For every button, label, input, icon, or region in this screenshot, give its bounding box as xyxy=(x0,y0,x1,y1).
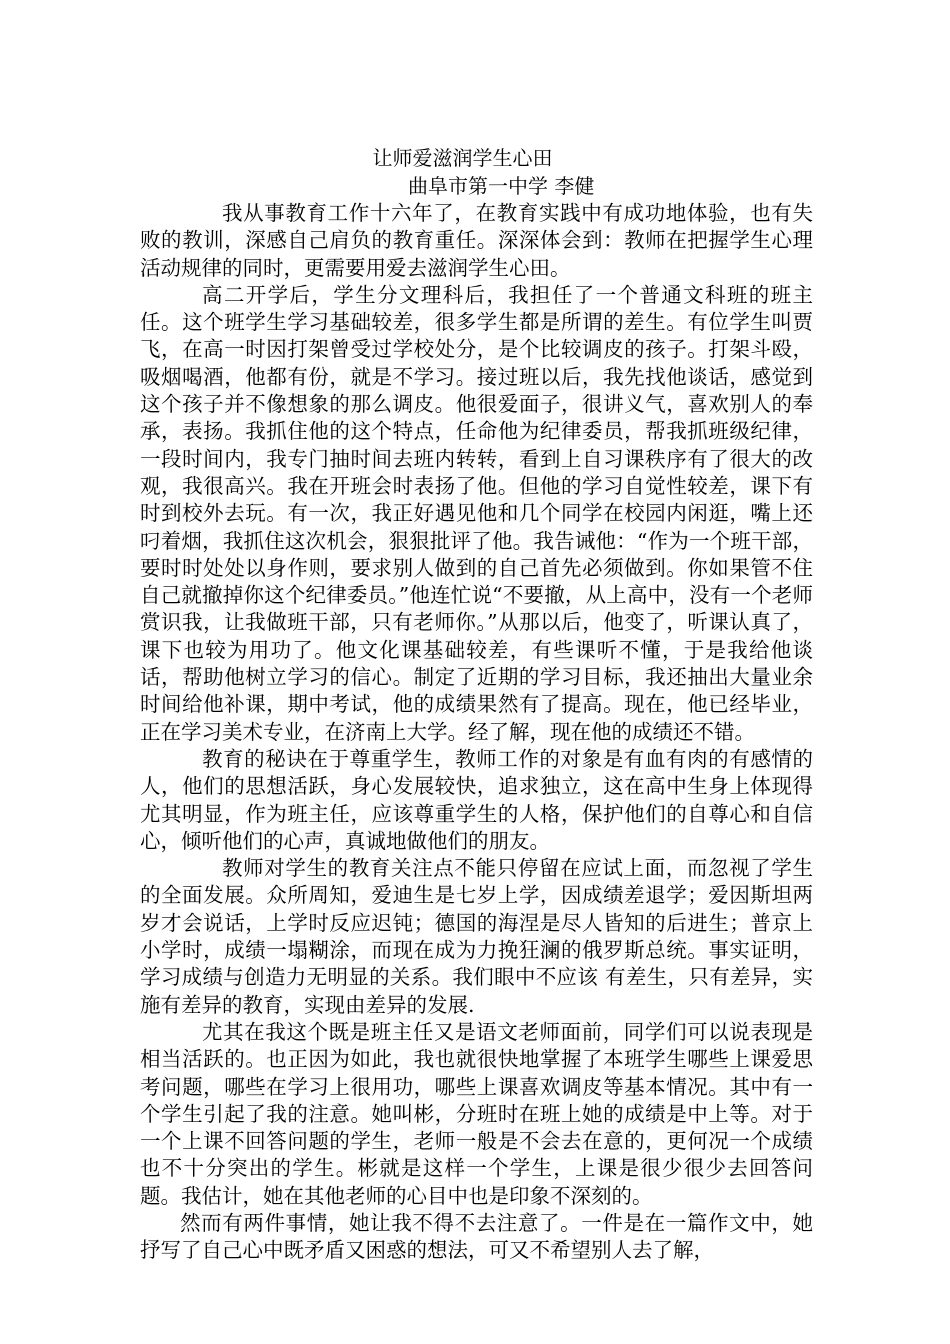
author-line: 曲阜市第一中学 李健 xyxy=(408,174,595,198)
paragraph-5: 尤其在我这个既是班主任又是语文老师面前，同学们可以说表现是相当活跃的。也正因为如此，我也就很快地掌握了本班学生哪些上课爱思考问题，哪些在学习上很用功，哪些上课喜欢调皮等基本情况。其中有一个学生引起了我的注意。她叫彬，分班时在班上她的成绩是中上等。对于一个上课不回答问题的学生，老师一般是不会去在意的，更何况一个成绩也不十分突出的学生。彬就是这样一个学生，上课是很少很少去回答问题。我估计，她在其他老师的心目中也是印象不深刻的。 xyxy=(140,1019,813,1208)
paragraph-3: 教育的秘诀在于尊重学生，教师工作的对象是有血有肉的有感情的人，他们的思想活跃，身心发展较快，追求独立，这在高中生身上体现得尤其明显，作为班主任，应该尊重学生的人格，保护他们的自尊心和自信心，倾听他们的心声，真诚地做他们的朋友。 xyxy=(140,746,813,853)
paragraph-2: 高二开学后，学生分文理科后，我担任了一个普通文科班的班主任。这个班学生学习基础较差，很多学生都是所谓的差生。有位学生叫贾飞，在高一时因打架曾受过学校处分，是个比较调皮的孩子。打架斗殴，吸烟喝酒，他都有份，就是不学习。接过班以后，我先找他谈话，感觉到这个孩子并不像想象的那么调皮。他很爱面子，很讲义气，喜欢别人的奉承，表扬。我抓住他的这个特点，任命他为纪律委员，帮我抓班级纪律，一段时间内，我专门抽时间去班内转转，看到上自习课秩序有了很大的改观，我很高兴。我在开班会时表扬了他。但他的学习自觉性较差，课下有时到校外去玩。有一次，我正好遇见他和几个同学在校园内闲逛，嘴上还叼着烟，我抓住这次机会，狠狠批评了他。我告诫他：“作为一个班干部，要时时处处以身作则，要求别人做到的自己首先必须做到。你如果管不住自己就撤掉你这个纪律委员。”他连忙说“不要撤，从上高中，没有一个老师赏识我，让我做班干部，只有老师你。”从那以后，他变了，听课认真了，课下也较为用功了。他文化课基础较差，有些课听不懂，于是我给他谈话，帮助他树立学习的信心。制定了近期的学习目标，我还抽出大量业余时间给他补课，期中考试，他的成绩果然有了提高。现在，他已经毕业，正在学习美术专业，在济南上大学。经了解，现在他的成绩还不错。 xyxy=(140,282,813,744)
paragraph-4: 教师对学生的教育关注点不能只停留在应试上面，而忽视了学生的全面发展。众所周知，爱迪生是七岁上学，因成绩差退学；爱因斯坦两岁才会说话，上学时反应迟钝；德国的海涅是尽人皆知的后进生；普京上小学时，成绩一塌糊涂，而现在成为力挽狂澜的俄罗斯总统。事实证明，学习成绩与创造力无明显的关系。我们眼中不应该 有差生，只有差异，实施有差异的教育，实现由差异的发展. xyxy=(140,856,813,1017)
document-body xyxy=(140,144,813,1265)
document-title: 让师爱滋润学生心田 xyxy=(372,146,553,170)
paragraph-6: 然而有两件事情，她让我不得不去注意了。一件是在一篇作文中，她抒写了自己心中既矛盾又困惑的想法，可又不希望别人去了解， xyxy=(140,1210,813,1263)
paragraph-1: 我从事教育工作十六年了，在教育实践中有成功地体验，也有失败的教训，深感自己肩负的教育重任。深深体会到：教师在把握学生心理活动规律的同时，更需要用爱去滋润学生心田。 xyxy=(140,201,813,280)
